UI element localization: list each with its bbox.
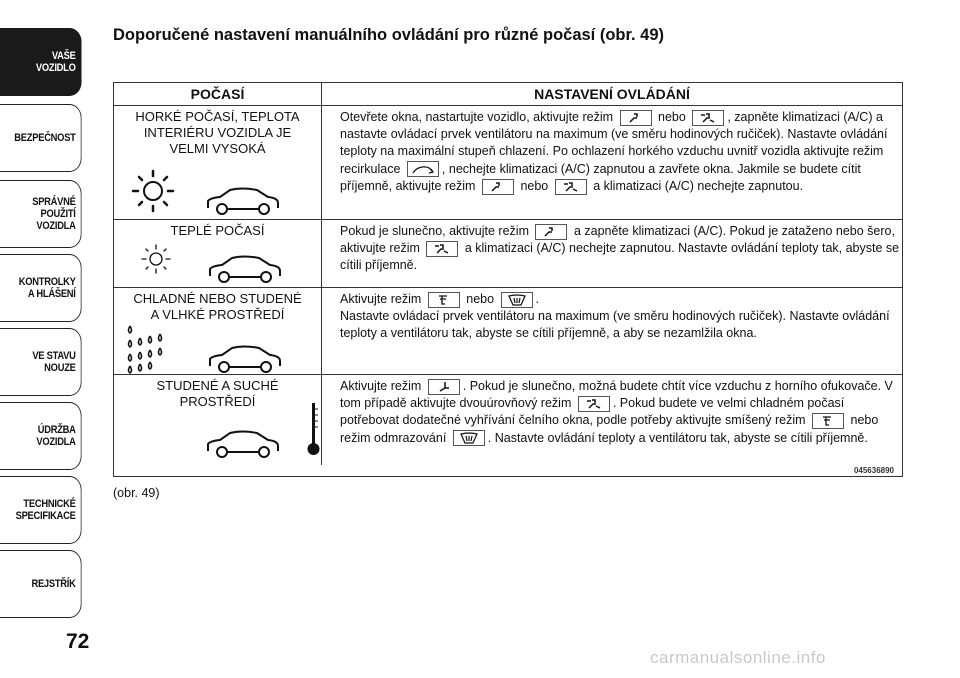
hot-sun-icon (128, 168, 178, 214)
climate-table (114, 83, 902, 465)
thermometer-icon (306, 401, 322, 457)
header-setting: NASTAVENÍ OVLÁDÁNÍ (322, 83, 903, 106)
page-number: 72 (66, 630, 90, 653)
bilevel-mode-icon (426, 241, 458, 257)
weather-label: CHLADNÉ NEBO STUDENÉ A VLHKÉ PROSTŘEDÍ (133, 291, 302, 322)
figure-caption: (obr. 49) (113, 486, 160, 500)
setting-text: Otevřete okna, nastartujte vozidlo, aktivujte režim nebo , zapněte klimatizaci (A/C) a nastavte ovládací prvek ventilátoru na maximum (ve směru hodinových ručiček). Nastavte ovládání teploty na maximální stupeň chlazení. Po ochlazení horkého vzduchu uvnitř vozidla aktivujte režim recirkulace , nechejte klimatizaci (A/C) zapnutou a zavřete okna. Jakmile se budete cítit příjemně, aktivujte režim nebo a klimatizaci (A/C) nechejte zapnutou. (340, 110, 888, 193)
weather-label: TEPLÉ POČASÍ (170, 223, 265, 238)
car-icon (204, 254, 284, 284)
weather-label: HORKÉ POČASÍ, TEPLOTA INTERIÉRU VOZIDLA JE VELMI VYSOKÁ (135, 109, 300, 156)
tab-spravne-pouziti[interactable]: SPRÁVNÉ POUŽITÍ VOZIDLA (0, 180, 82, 248)
weather-label: STUDENÉ A SUCHÉ PROSTŘEDÍ (156, 378, 279, 409)
bilevel-mode-icon (692, 110, 724, 126)
header-weather: POČASÍ (114, 83, 322, 106)
car-icon (204, 344, 284, 374)
tab-bezpecnost[interactable]: BEZPEČNOST (0, 104, 82, 172)
recirculation-icon (407, 161, 439, 177)
panel-mode-icon (535, 224, 567, 240)
panel-mode-icon (482, 179, 514, 195)
setting-text: Aktivujte režim nebo . Nastavte ovládací prvek ventilátoru na maximum (ve směru hodinových ručiček). Nastavte ovládání teploty a ventilátoru tak, abyste se cítili příjemně, a aby se nezamlžila okna. (340, 292, 890, 341)
floor-mode-icon (428, 379, 460, 395)
setting-text: Pokud je slunečno, aktivujte režim a zapněte klimatizaci (A/C). Pokud je zataženo nebo šero, aktivujte režim a klimatizaci (A/C) nechejte zapnutou. Nastavte ovládání teploty tak, abyste se cítili příjemně. (340, 224, 900, 273)
car-icon (202, 186, 282, 216)
tab-udrzba[interactable]: ÚDRŽBA VOZIDLA (0, 402, 82, 470)
tab-rejstrik[interactable]: REJSTŘÍK (0, 550, 82, 618)
mix-mode-icon (812, 413, 844, 429)
warm-sun-icon (136, 242, 176, 276)
figure-code: 045636890 (853, 466, 894, 475)
rain-drops-icon (122, 324, 172, 374)
tab-ve-stavu-nouze[interactable]: VE STAVU NOUZE (0, 328, 82, 396)
tab-technicke-specifikace[interactable]: TECHNICKÉ SPECIFIKACE (0, 476, 82, 544)
bilevel-mode-icon (578, 396, 610, 412)
car-icon (202, 429, 282, 459)
figure-49-table (113, 82, 903, 477)
panel-mode-icon (620, 110, 652, 126)
watermark: carmanualsonline.info (650, 648, 826, 667)
setting-text: Aktivujte režim . Pokud je slunečno, možná budete chtít více vzduchu z horního ofukovače. V tom případě aktivujte dvouúrovňový režim . Pokud budete ve velmi chladném počasí potřebovat dodatečné vyhřívání čelního okna, podle potřeby aktivujte smíšený režim nebo režim odmrazování . Nastavte ovládání teploty a ventilátoru tak, abyste se cítili příjemně. (340, 379, 893, 445)
bilevel-mode-icon (555, 179, 587, 195)
mix-mode-icon (428, 292, 460, 308)
tab-kontrolky[interactable]: KONTROLKY A HLÁŠENÍ (0, 254, 82, 322)
table-row (114, 375, 902, 465)
table-row (114, 220, 902, 288)
table-row (114, 288, 902, 375)
defrost-icon (453, 430, 485, 446)
table-row (114, 106, 902, 220)
tab-vase-vozidlo[interactable]: VAŠE VOZIDLO (0, 28, 82, 96)
defrost-icon (501, 292, 533, 308)
section-heading: Doporučené nastavení manuálního ovládání pro různé počasí (obr. 49) (113, 26, 665, 44)
